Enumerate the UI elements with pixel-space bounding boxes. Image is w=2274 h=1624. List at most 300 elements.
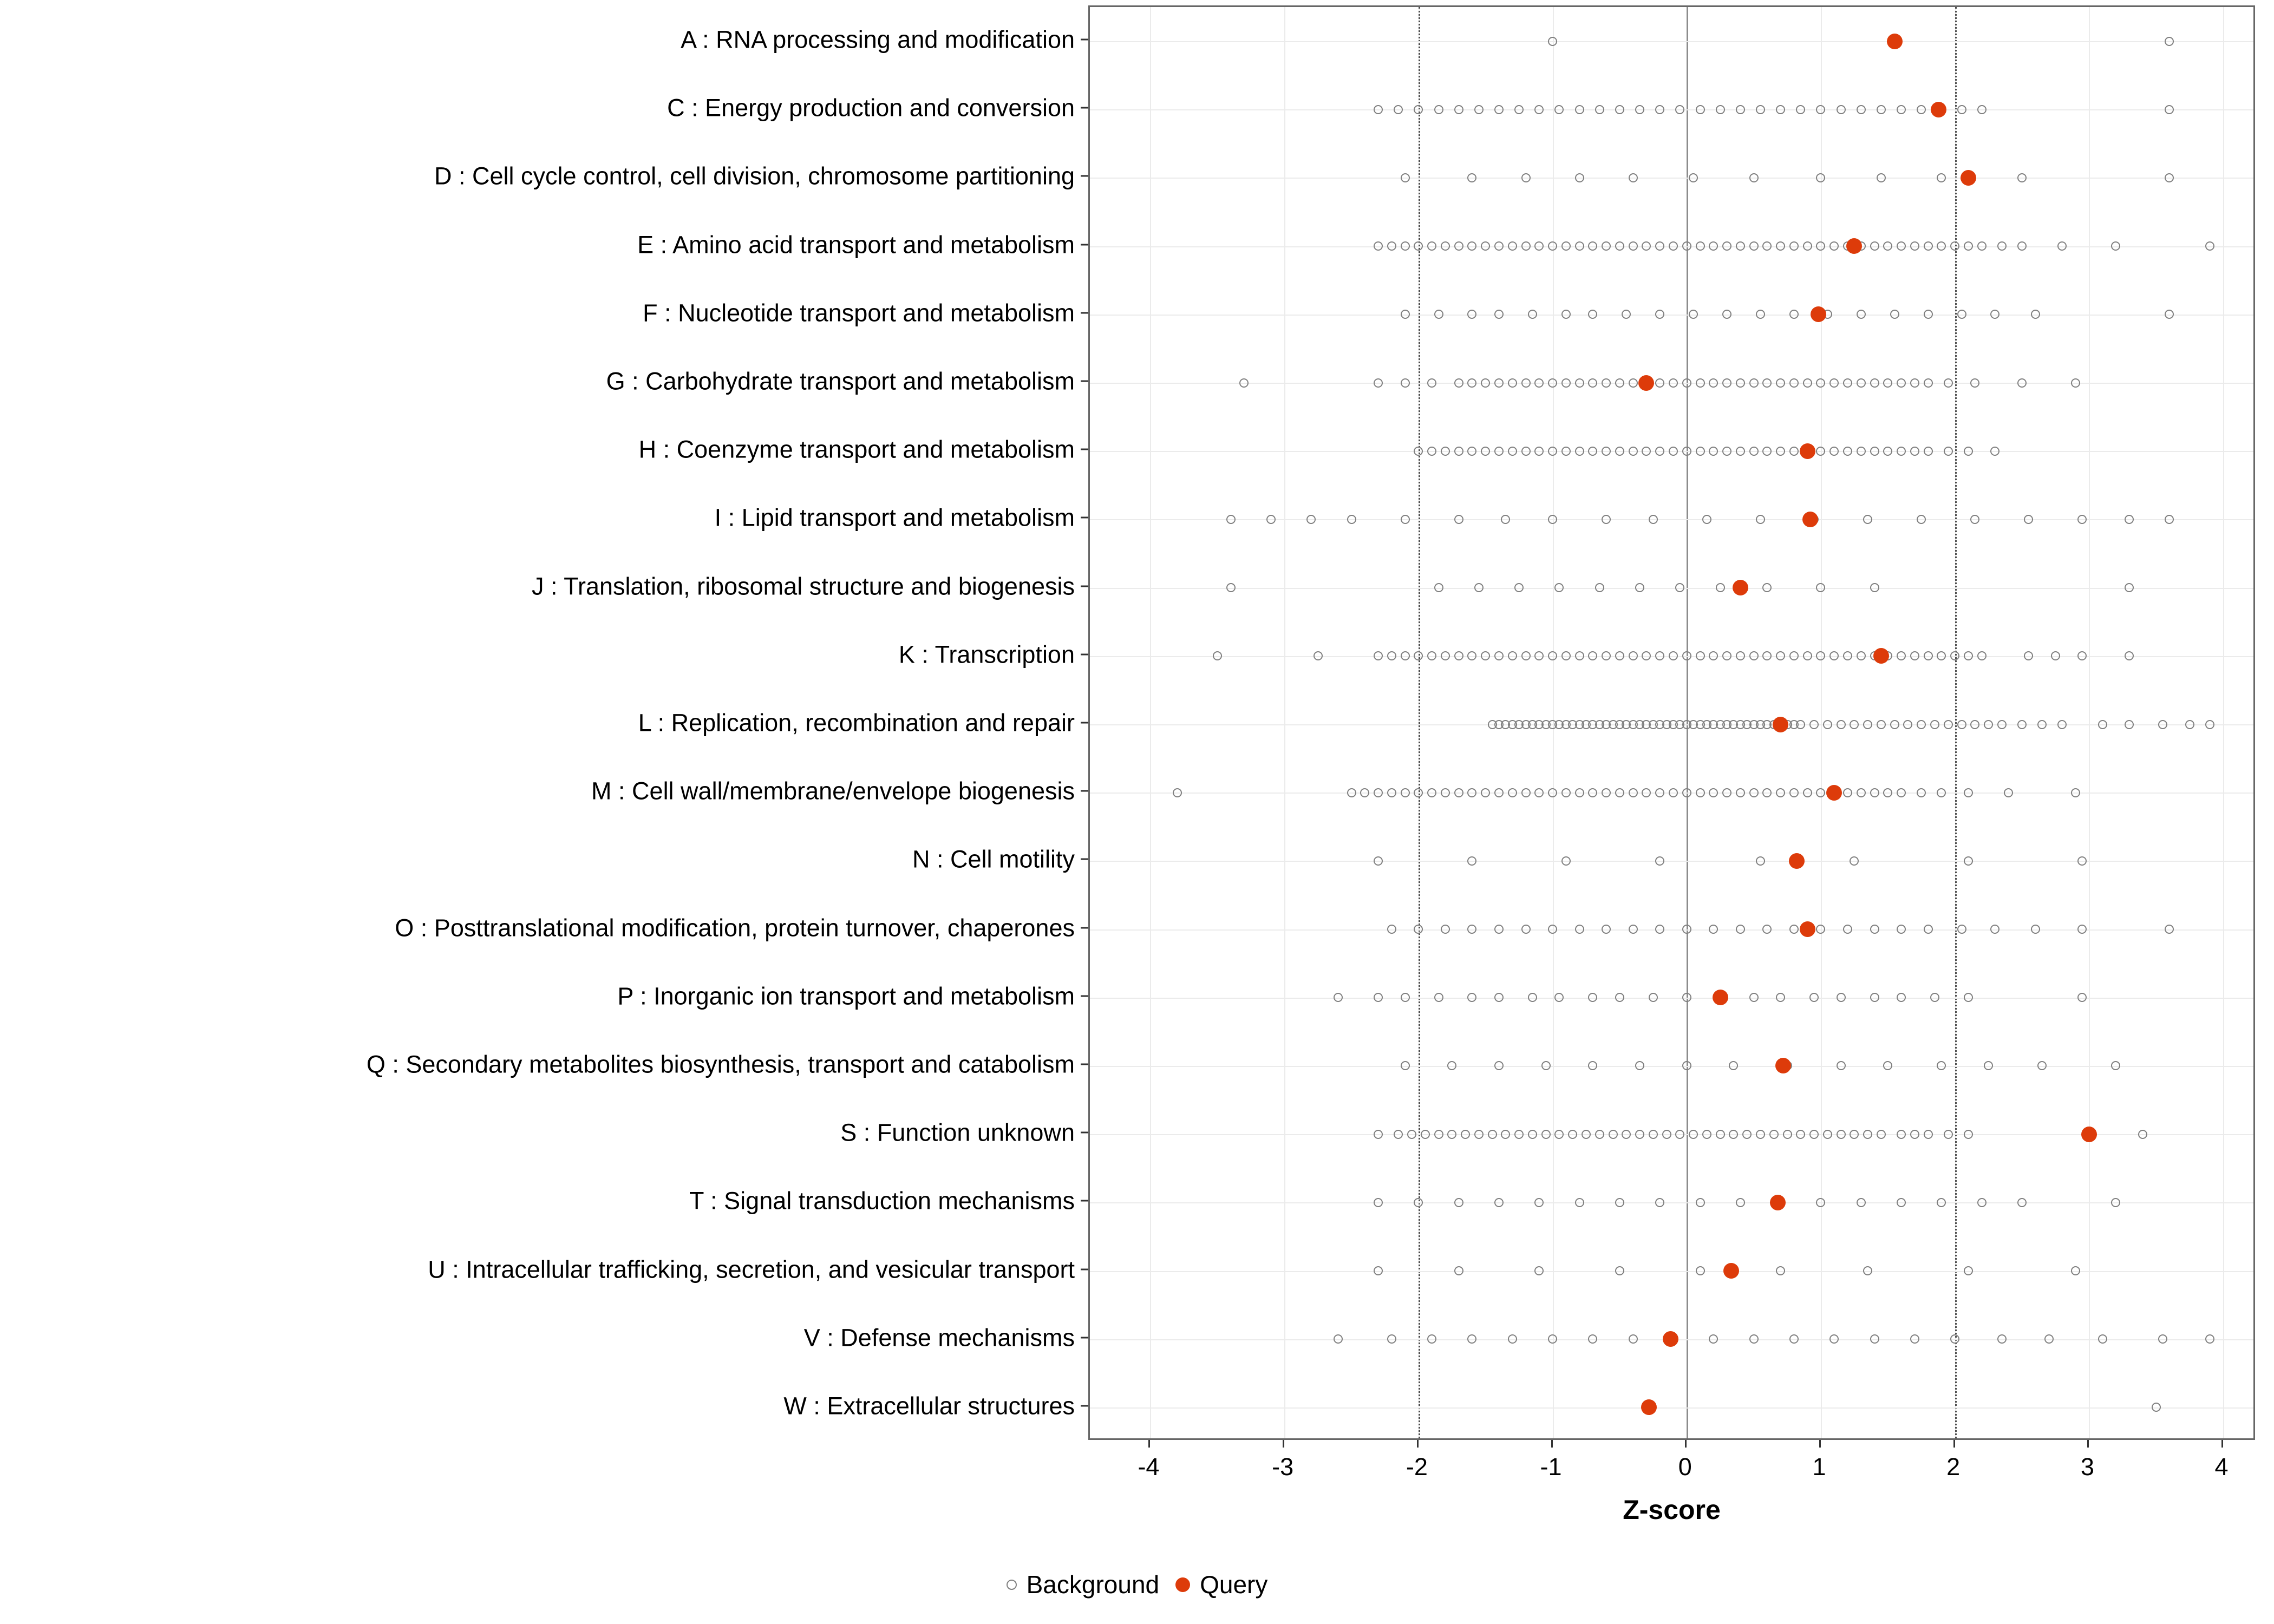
background-point (1434, 310, 1443, 319)
background-point (1950, 1334, 1959, 1344)
background-point (1990, 925, 1999, 934)
background-point (1541, 1130, 1551, 1139)
background-point (1427, 788, 1436, 797)
background-point (1401, 310, 1410, 319)
background-point (1924, 1130, 1933, 1139)
background-point (1736, 105, 1745, 114)
background-point (1226, 583, 1236, 592)
background-point (1454, 1198, 1463, 1207)
y-gridline (1090, 41, 2253, 42)
background-point (1575, 241, 1584, 251)
y-axis-tick (1081, 175, 1088, 177)
background-point (1655, 447, 1664, 456)
background-point (1575, 447, 1584, 456)
background-point (1696, 105, 1705, 114)
x-gridline (2223, 7, 2224, 1438)
background-point (2037, 1061, 2047, 1070)
background-point (1494, 378, 1504, 388)
background-point (1374, 651, 1383, 660)
background-point (1857, 105, 1866, 114)
x-axis-tick (1283, 1440, 1284, 1448)
background-point (1534, 1198, 1544, 1207)
background-point (2111, 241, 2120, 251)
background-point (1722, 241, 1731, 251)
background-point (1930, 720, 1939, 729)
background-point (1870, 378, 1879, 388)
background-point (1588, 651, 1597, 660)
x-axis-title: Z-score (1623, 1495, 1721, 1525)
background-point (2031, 310, 2040, 319)
query-point (1961, 170, 1976, 186)
background-point (1863, 1130, 1872, 1139)
background-point (1494, 447, 1504, 456)
x-gridline (1150, 7, 1151, 1438)
background-point (1722, 310, 1731, 319)
y-axis-tick-label: P : Inorganic ion transport and metabolism (617, 982, 1075, 1010)
background-point (2111, 1198, 2120, 1207)
background-point (1924, 925, 1933, 934)
background-point (1722, 651, 1731, 660)
threshold-reference-line (1955, 7, 1957, 1438)
background-point (1850, 720, 1859, 729)
background-point (1789, 447, 1799, 456)
background-point (1809, 720, 1819, 729)
background-point (1870, 447, 1879, 456)
y-gridline (1090, 1202, 2253, 1203)
background-point (1890, 310, 1899, 319)
query-point (1723, 1263, 1739, 1279)
background-point (1789, 651, 1799, 660)
background-point (1702, 1130, 1711, 1139)
background-point (1629, 1334, 1638, 1344)
background-point (2077, 651, 2087, 660)
background-point (1870, 925, 1879, 934)
background-point (1528, 1130, 1537, 1139)
background-point (1534, 788, 1544, 797)
background-point (1441, 241, 1450, 251)
background-point (1749, 651, 1759, 660)
background-point (1897, 105, 1906, 114)
background-point (1829, 378, 1839, 388)
background-point (1843, 925, 1852, 934)
legend-label-background: Background (1026, 1570, 1160, 1599)
background-point (1950, 651, 1959, 660)
background-point (1970, 720, 1979, 729)
background-point (1494, 105, 1504, 114)
background-point (1984, 720, 1993, 729)
background-point (1521, 788, 1531, 797)
background-point (1903, 720, 1912, 729)
query-point (1800, 443, 1815, 459)
background-point (1554, 105, 1564, 114)
y-axis-tick-label: I : Lipid transport and metabolism (714, 503, 1075, 532)
background-point (1709, 378, 1718, 388)
background-point (1816, 378, 1825, 388)
background-point (1716, 1130, 1725, 1139)
background-point (2077, 515, 2087, 524)
background-point (1843, 447, 1852, 456)
background-point (1910, 241, 1919, 251)
background-point (1843, 651, 1852, 660)
background-point (1401, 241, 1410, 251)
background-point (1762, 925, 1772, 934)
background-point (1857, 788, 1866, 797)
background-point (1944, 378, 1953, 388)
background-point (1588, 1061, 1597, 1070)
background-point (1702, 515, 1711, 524)
background-point (2165, 515, 2174, 524)
y-axis-tick-label: W : Extracellular structures (783, 1392, 1075, 1420)
background-point (1669, 447, 1678, 456)
y-axis-tick (1081, 39, 1088, 41)
background-point (1829, 651, 1839, 660)
background-point (1434, 583, 1443, 592)
background-point (1870, 583, 1879, 592)
background-point (2185, 720, 2194, 729)
background-point (1997, 1334, 2007, 1344)
background-point (1870, 1334, 1879, 1344)
background-point (1642, 447, 1651, 456)
background-point (1481, 447, 1490, 456)
background-point (1897, 651, 1906, 660)
background-point (1514, 583, 1524, 592)
background-point (1575, 925, 1584, 934)
background-point (1494, 651, 1504, 660)
background-point (1514, 105, 1524, 114)
background-point (1736, 378, 1745, 388)
background-point (1736, 241, 1745, 251)
background-point (1481, 378, 1490, 388)
background-point (1561, 378, 1571, 388)
background-point (1374, 1130, 1383, 1139)
background-point (1897, 241, 1906, 251)
background-point (1897, 1198, 1906, 1207)
background-point (1990, 447, 1999, 456)
background-point (1655, 1198, 1664, 1207)
background-point (1870, 241, 1879, 251)
background-point (1401, 651, 1410, 660)
background-point (1374, 241, 1383, 251)
background-point (1508, 1334, 1517, 1344)
background-point (1669, 378, 1678, 388)
background-point (2125, 651, 2134, 660)
background-point (1736, 925, 1745, 934)
background-point (1622, 1130, 1631, 1139)
background-point (1454, 447, 1463, 456)
query-point (1770, 1195, 1786, 1210)
background-point (1521, 651, 1531, 660)
background-point (1414, 1198, 1423, 1207)
background-point (1534, 651, 1544, 660)
y-axis-tick-label: F : Nucleotide transport and metabolism (643, 299, 1075, 327)
background-point (1602, 515, 1611, 524)
x-axis-tick-label: 3 (2080, 1453, 2094, 1481)
background-point (1575, 105, 1584, 114)
background-point (1789, 788, 1799, 797)
background-point (1441, 925, 1450, 934)
y-axis-tick (1081, 244, 1088, 245)
y-axis-tick (1081, 722, 1088, 724)
background-point (1501, 515, 1510, 524)
background-point (2098, 720, 2107, 729)
x-axis-tick-label: 2 (1946, 1453, 1961, 1481)
background-point (1615, 788, 1624, 797)
plot-panel (1088, 5, 2255, 1440)
background-point (1642, 788, 1651, 797)
background-point (2158, 720, 2167, 729)
background-point (2205, 241, 2214, 251)
background-point (1655, 788, 1664, 797)
background-point (2125, 515, 2134, 524)
background-point (1997, 241, 2007, 251)
background-point (1689, 310, 1698, 319)
background-point (1427, 1334, 1436, 1344)
y-axis-tick-label: S : Function unknown (840, 1118, 1075, 1147)
y-gridline (1090, 315, 2253, 316)
background-point (1401, 378, 1410, 388)
background-point (1401, 515, 1410, 524)
background-point (1387, 925, 1396, 934)
background-point (1910, 447, 1919, 456)
background-point (1749, 447, 1759, 456)
background-point (1461, 1130, 1470, 1139)
background-point (1689, 173, 1698, 182)
legend-item-query (1175, 1570, 1267, 1599)
background-point (1984, 1061, 1993, 1070)
background-point (1541, 1061, 1551, 1070)
background-point (1655, 378, 1664, 388)
background-point (1602, 925, 1611, 934)
background-point (1964, 1266, 1973, 1275)
background-point (1682, 1061, 1691, 1070)
background-point (1964, 856, 1973, 866)
background-point (1837, 720, 1846, 729)
background-point (1870, 788, 1879, 797)
background-point (1534, 105, 1544, 114)
background-point (1528, 993, 1537, 1002)
background-point (1850, 856, 1859, 866)
background-point (1615, 378, 1624, 388)
background-point (2165, 37, 2174, 46)
background-point (1950, 241, 1959, 251)
background-point (1414, 241, 1423, 251)
background-point (1749, 241, 1759, 251)
background-point (1749, 788, 1759, 797)
x-gridline (2089, 7, 2090, 1438)
background-point (1689, 1130, 1698, 1139)
background-point (1615, 447, 1624, 456)
background-point (2138, 1130, 2147, 1139)
background-point (1816, 583, 1825, 592)
background-point (1467, 378, 1476, 388)
background-point (1796, 105, 1805, 114)
background-point (1964, 651, 1973, 660)
background-point (1682, 241, 1691, 251)
background-point (1602, 651, 1611, 660)
open-circle-icon (1007, 1580, 1017, 1590)
background-point (1595, 1130, 1604, 1139)
background-point (1602, 447, 1611, 456)
background-point (1649, 515, 1658, 524)
background-point (1534, 241, 1544, 251)
background-point (1863, 1266, 1872, 1275)
background-point (1776, 447, 1785, 456)
background-point (1883, 1061, 1892, 1070)
background-point (1917, 788, 1926, 797)
background-point (2165, 310, 2174, 319)
background-point (1783, 1130, 1792, 1139)
background-point (1494, 310, 1504, 319)
background-point (2098, 1334, 2107, 1344)
background-point (1675, 583, 1684, 592)
background-point (1467, 447, 1476, 456)
background-point (1226, 515, 1236, 524)
background-point (1655, 651, 1664, 660)
background-point (1937, 651, 1946, 660)
background-point (1554, 1130, 1564, 1139)
background-point (1588, 993, 1597, 1002)
background-point (1964, 241, 1973, 251)
background-point (2165, 173, 2174, 182)
y-axis-tick (1081, 585, 1088, 587)
background-point (1575, 788, 1584, 797)
background-point (1642, 241, 1651, 251)
background-point (1528, 310, 1537, 319)
background-point (1588, 788, 1597, 797)
background-point (1816, 447, 1825, 456)
background-point (1655, 856, 1664, 866)
background-point (1910, 1130, 1919, 1139)
background-point (1588, 378, 1597, 388)
background-point (1722, 447, 1731, 456)
query-point (2081, 1127, 2097, 1142)
background-point (1675, 1130, 1684, 1139)
background-point (1957, 310, 1966, 319)
background-point (1796, 720, 1805, 729)
x-axis-tick (1148, 1440, 1150, 1448)
background-point (1494, 241, 1504, 251)
background-point (1508, 788, 1517, 797)
background-point (1239, 378, 1249, 388)
background-point (1360, 788, 1369, 797)
background-point (1508, 651, 1517, 660)
background-point (2017, 241, 2027, 251)
background-point (1756, 1130, 1765, 1139)
background-point (1662, 1130, 1671, 1139)
background-point (1682, 925, 1691, 934)
background-point (1414, 651, 1423, 660)
background-point (1427, 241, 1436, 251)
y-axis-tick (1081, 381, 1088, 382)
x-axis-tick (1685, 1440, 1687, 1448)
background-point (1494, 1061, 1504, 1070)
background-point (1877, 105, 1886, 114)
background-point (1890, 720, 1899, 729)
background-point (1467, 856, 1476, 866)
background-point (1407, 1130, 1416, 1139)
background-point (2165, 925, 2174, 934)
background-point (1816, 105, 1825, 114)
background-point (1910, 378, 1919, 388)
background-point (1655, 925, 1664, 934)
background-point (1776, 1266, 1785, 1275)
background-point (1467, 310, 1476, 319)
background-point (1494, 925, 1504, 934)
background-point (1394, 105, 1403, 114)
background-point (1897, 925, 1906, 934)
background-point (1829, 1334, 1839, 1344)
background-point (1548, 515, 1557, 524)
background-point (1769, 1130, 1779, 1139)
background-point (1816, 241, 1825, 251)
x-axis-tick (1551, 1440, 1553, 1448)
background-point (1917, 515, 1926, 524)
query-point (1641, 1399, 1657, 1415)
background-point (1736, 1198, 1745, 1207)
background-point (2165, 105, 2174, 114)
background-point (1561, 651, 1571, 660)
background-point (1977, 105, 1987, 114)
background-point (1970, 378, 1979, 388)
background-point (1863, 515, 1872, 524)
background-point (1803, 651, 1812, 660)
y-axis-tick (1081, 107, 1088, 109)
background-point (1729, 1130, 1738, 1139)
query-point (1887, 34, 1903, 49)
background-point (1857, 310, 1866, 319)
background-point (2024, 651, 2033, 660)
x-axis-tick (2087, 1440, 2089, 1448)
y-axis-tick-label: T : Signal transduction mechanisms (689, 1187, 1075, 1215)
y-axis-tick-label: H : Coenzyme transport and metabolism (638, 435, 1075, 463)
background-point (1696, 241, 1705, 251)
x-axis-tick-label: 1 (1812, 1453, 1826, 1481)
background-point (1930, 993, 1939, 1002)
background-point (1374, 378, 1383, 388)
background-point (2057, 241, 2067, 251)
y-axis-tick-label: A : RNA processing and modification (681, 25, 1075, 54)
background-point (1588, 310, 1597, 319)
background-point (1789, 241, 1799, 251)
background-point (1937, 173, 1946, 182)
background-point (1823, 1130, 1832, 1139)
background-point (1924, 651, 1933, 660)
background-point (1629, 447, 1638, 456)
background-point (1414, 105, 1423, 114)
background-point (1716, 105, 1725, 114)
background-point (1501, 1130, 1510, 1139)
background-point (1561, 310, 1571, 319)
background-point (1454, 241, 1463, 251)
background-point (1427, 651, 1436, 660)
background-point (1548, 651, 1557, 660)
background-point (1467, 1334, 1476, 1344)
y-axis-tick-label: G : Carbohydrate transport and metabolism (606, 367, 1075, 395)
background-point (1414, 447, 1423, 456)
query-point (1811, 306, 1826, 322)
y-axis-tick-label: M : Cell wall/membrane/envelope biogenesis (591, 777, 1075, 805)
background-point (2158, 1334, 2167, 1344)
background-point (1843, 378, 1852, 388)
background-point (1441, 788, 1450, 797)
background-point (1816, 651, 1825, 660)
background-point (1481, 241, 1490, 251)
query-point (1846, 238, 1862, 254)
background-point (1829, 447, 1839, 456)
background-point (1629, 378, 1638, 388)
background-point (1756, 105, 1765, 114)
background-point (1575, 173, 1584, 182)
